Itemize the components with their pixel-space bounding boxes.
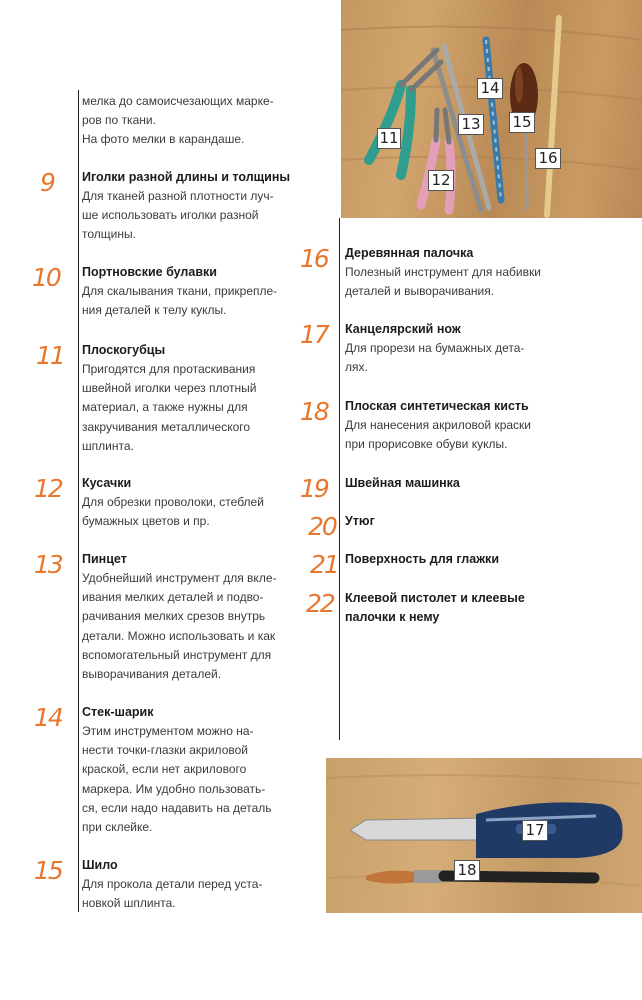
- item-text: Полезный инструмент для набивки деталей и выворачивания.: [345, 265, 541, 299]
- item-title: Клеевой пистолет и клеевые палочки к нему: [345, 591, 525, 624]
- list-item: [345, 244, 595, 301]
- list-item: [82, 341, 332, 456]
- intro-text: мелка до самоисчезающих марке- ров по ткани. На фото мелки в карандаше.: [82, 94, 274, 147]
- item-title: Деревянная палочка: [345, 246, 474, 260]
- photo-label: 17: [522, 820, 548, 841]
- item-number: 11: [36, 341, 64, 370]
- item-title: Плоская синтетическая кисть: [345, 399, 529, 413]
- right-column-divider: [339, 218, 340, 740]
- list-item: [345, 397, 595, 454]
- item-number: 22: [306, 589, 334, 618]
- list-item: [82, 263, 332, 320]
- item-number: 21: [310, 550, 338, 579]
- item-text: Для скалывания ткани, прикрепле- ния деталей к телу куклы.: [82, 284, 278, 318]
- item-title: Канцелярский нож: [345, 322, 461, 336]
- item-title: Стек-шарик: [82, 705, 154, 719]
- item-title: Швейная машинка: [345, 476, 460, 490]
- item-number: 15: [34, 856, 62, 885]
- item-text: Удобнейший инструмент для вкле- ивания мелких деталей и подво- рачивания мелких срезов внутрь детали. Можно использовать и как вспомогательный инструмент для выворачивания деталей.: [82, 571, 277, 682]
- intro-block: [82, 92, 332, 150]
- photo-label: 14: [477, 78, 503, 99]
- item-number: 18: [300, 397, 328, 426]
- item-number: 17: [300, 320, 328, 349]
- item-title: Пинцет: [82, 552, 127, 566]
- list-item: [82, 856, 332, 913]
- item-text: Для обрезки проволоки, стеблей бумажных цветов и пр.: [82, 495, 264, 529]
- item-number: 13: [34, 550, 62, 579]
- item-text: Для прорези на бумажных дета- лях.: [345, 341, 525, 375]
- tools-photo-top-illustration: [341, 0, 642, 218]
- list-item: [82, 474, 332, 531]
- item-number: 10: [32, 263, 60, 292]
- item-text: Пригодятся для протаскивания швейной иголки через плотный материал, а также нужны для закручивания металлического шплинта.: [82, 362, 257, 453]
- photo-label: 13: [458, 114, 484, 135]
- photo-label: 15: [509, 112, 535, 133]
- item-number: 9: [40, 168, 54, 197]
- item-number: 14: [34, 703, 62, 732]
- list-item: [82, 550, 332, 684]
- item-text: Для прокола детали перед уста- новкой шплинта.: [82, 877, 263, 911]
- item-text: Этим инструментом можно на- нести точки-глазки акриловой краской, если нет акрилового маркера. Им удобно пользовать- ся, если надо надавить на деталь при склейке.: [82, 724, 272, 835]
- item-number: 19: [300, 474, 328, 503]
- list-item: [82, 703, 332, 837]
- photo-label: 18: [454, 860, 480, 881]
- item-title: Плоскогубцы: [82, 343, 166, 357]
- item-title: Портновские булавки: [82, 265, 217, 279]
- item-text: Для нанесения акриловой краски при прорисовке обуви куклы.: [345, 418, 532, 452]
- list-item: [345, 512, 595, 531]
- photo-label: 16: [535, 148, 561, 169]
- list-item: [345, 474, 595, 493]
- item-title: Утюг: [345, 514, 375, 528]
- tools-photo-bottom: [326, 758, 642, 913]
- item-title: Кусачки: [82, 476, 132, 490]
- item-title: Шило: [82, 858, 118, 872]
- item-title: Поверхность для глажки: [345, 552, 499, 566]
- item-number: 20: [308, 512, 336, 541]
- photo-label: 11: [377, 128, 401, 149]
- item-title: Иголки разной длины и толщины: [82, 170, 291, 184]
- list-item: [345, 550, 595, 569]
- photo-label: 12: [428, 170, 454, 191]
- list-item: [345, 589, 595, 627]
- item-number: 12: [34, 474, 62, 503]
- left-column-divider: [78, 90, 79, 912]
- item-number: 16: [300, 244, 328, 273]
- list-item: [82, 168, 332, 245]
- item-text: Для тканей разной плотности луч- ше использовать иголки разной толщины.: [82, 189, 274, 242]
- list-item: [345, 320, 595, 377]
- tools-photo-top: [341, 0, 642, 218]
- tools-photo-bottom-illustration: [326, 758, 642, 913]
